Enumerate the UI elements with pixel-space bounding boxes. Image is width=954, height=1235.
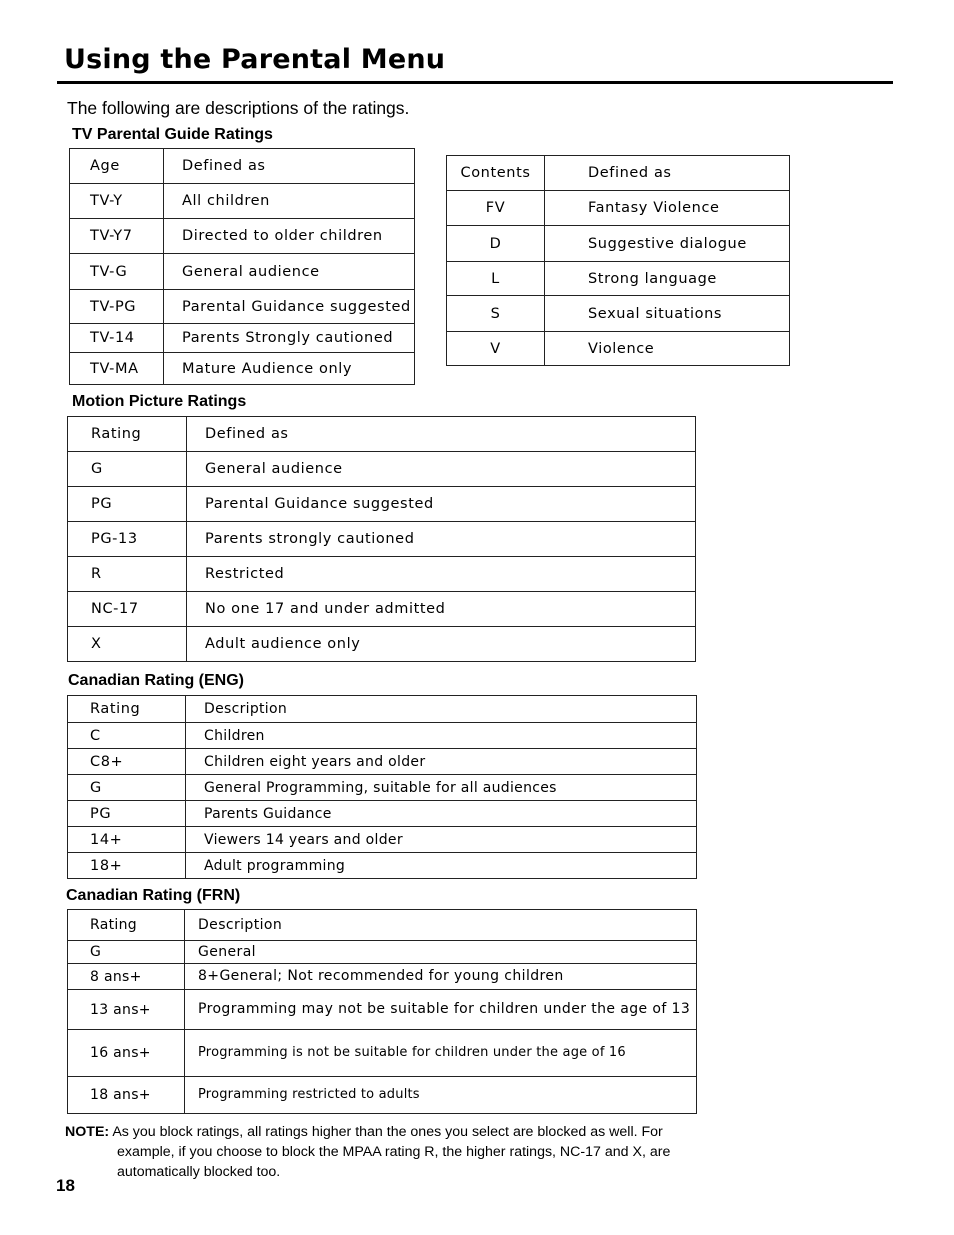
table-row: [447, 262, 790, 296]
description-cell: Children eight years and older: [186, 749, 697, 775]
rating-cell: PG: [68, 801, 186, 827]
description-cell: Children: [186, 723, 697, 749]
rating-cell: TV-Y7: [70, 219, 164, 254]
definition-cell: Sexual situations: [545, 296, 790, 332]
page-title: Using the Parental Menu: [64, 44, 446, 75]
definition-cell: No one 17 and under admitted: [187, 592, 696, 627]
description-cell: General Programming, suitable for all audiences: [186, 775, 697, 801]
rating-cell: 18+: [68, 853, 186, 879]
tv-parental-table: [69, 148, 415, 385]
table-row: [68, 1030, 697, 1077]
header-cell: Defined as: [164, 149, 415, 184]
definition-cell: General audience: [187, 452, 696, 487]
rating-cell: TV-MA: [70, 353, 164, 385]
code-cell: L: [447, 262, 545, 296]
rating-cell: X: [68, 627, 187, 662]
note-label: NOTE:: [65, 1124, 110, 1140]
description-cell: Programming restricted to adults: [185, 1077, 697, 1114]
rating-cell: TV-14: [70, 324, 164, 353]
definition-cell: All children: [164, 184, 415, 219]
description-cell: 8+General; Not recommended for young children: [185, 964, 697, 990]
code-cell: D: [447, 226, 545, 262]
definition-cell: Adult audience only: [187, 627, 696, 662]
description-cell: Adult programming: [186, 853, 697, 879]
header-cell: Contents: [447, 156, 545, 191]
rating-cell: R: [68, 557, 187, 592]
table-row: [68, 487, 696, 522]
rating-cell: NC-17: [68, 592, 187, 627]
rating-cell: TV-Y: [70, 184, 164, 219]
definition-cell: General audience: [164, 254, 415, 290]
table-row: [68, 964, 697, 990]
table-header-row: [68, 910, 697, 941]
table-row: [68, 1077, 697, 1114]
description-cell: Parents Guidance: [186, 801, 697, 827]
table-row: [68, 990, 697, 1030]
description-cell: General: [185, 941, 697, 964]
table-row: [68, 723, 697, 749]
rating-cell: PG-13: [68, 522, 187, 557]
table-row: [68, 627, 696, 662]
table-row: [68, 853, 697, 879]
header-cell: Defined as: [545, 156, 790, 191]
rating-cell: G: [68, 452, 187, 487]
definition-cell: Mature Audience only: [164, 353, 415, 385]
note-line-1: As you block ratings, all ratings higher than the ones you select are blocked as well. For: [112, 1124, 663, 1140]
table-header-row: [447, 156, 790, 191]
canadian-eng-heading: Canadian Rating (ENG): [68, 672, 245, 689]
code-cell: FV: [447, 191, 545, 226]
rating-cell: 16 ans+: [68, 1030, 185, 1077]
rating-cell: 18 ans+: [68, 1077, 185, 1114]
header-cell: Rating: [68, 417, 187, 452]
table-row: [68, 749, 697, 775]
motion-picture-heading: Motion Picture Ratings: [72, 393, 247, 410]
note-line-2: example, if you choose to block the MPAA rating R, the higher ratings, NC-17 and X, are: [117, 1144, 671, 1160]
rating-cell: G: [68, 775, 186, 801]
table-row: [70, 324, 415, 353]
header-cell: Description: [186, 696, 697, 723]
table-row: [68, 775, 697, 801]
table-row: [447, 191, 790, 226]
canadian-frn-heading: Canadian Rating (FRN): [66, 887, 241, 904]
header-cell: Rating: [68, 910, 185, 941]
rating-cell: TV-G: [70, 254, 164, 290]
table-row: [68, 592, 696, 627]
definition-cell: Suggestive dialogue: [545, 226, 790, 262]
description-cell: Programming may not be suitable for children under the age of 13: [185, 990, 697, 1030]
table-row: [68, 827, 697, 853]
code-cell: S: [447, 296, 545, 332]
header-cell: Defined as: [187, 417, 696, 452]
contents-table: [446, 155, 790, 366]
definition-cell: Directed to older children: [164, 219, 415, 254]
title-divider: [57, 81, 893, 84]
header-cell: Description: [185, 910, 697, 941]
table-row: [68, 557, 696, 592]
table-header-row: [68, 696, 697, 723]
note-paragraph: [65, 1122, 745, 1182]
table-row: [70, 254, 415, 290]
header-cell: Age: [70, 149, 164, 184]
table-row: [70, 353, 415, 385]
code-cell: V: [447, 332, 545, 366]
rating-cell: C: [68, 723, 186, 749]
table-row: [68, 801, 697, 827]
canadian-frn-table: [67, 909, 697, 1114]
rating-cell: TV-PG: [70, 290, 164, 324]
definition-cell: Fantasy Violence: [545, 191, 790, 226]
definition-cell: Violence: [545, 332, 790, 366]
definition-cell: Parents Strongly cautioned: [164, 324, 415, 353]
table-row: [68, 522, 696, 557]
definition-cell: Strong language: [545, 262, 790, 296]
intro-text: The following are descriptions of the ratings.: [67, 98, 410, 118]
page-number: 18: [56, 1176, 75, 1195]
table-row: [447, 332, 790, 366]
canadian-eng-table: [67, 695, 697, 879]
rating-cell: PG: [68, 487, 187, 522]
header-cell: Rating: [68, 696, 186, 723]
rating-cell: G: [68, 941, 185, 964]
definition-cell: Parental Guidance suggested: [187, 487, 696, 522]
tv-parental-heading: TV Parental Guide Ratings: [72, 126, 273, 143]
rating-cell: 13 ans+: [68, 990, 185, 1030]
table-row: [447, 296, 790, 332]
table-row: [68, 941, 697, 964]
rating-cell: 8 ans+: [68, 964, 185, 990]
rating-cell: C8+: [68, 749, 186, 775]
table-row: [70, 290, 415, 324]
motion-picture-table: [67, 416, 696, 662]
note-line-3: automatically blocked too.: [117, 1164, 281, 1180]
description-cell: Viewers 14 years and older: [186, 827, 697, 853]
table-row: [447, 226, 790, 262]
table-row: [70, 219, 415, 254]
table-header-row: [68, 417, 696, 452]
definition-cell: Parents strongly cautioned: [187, 522, 696, 557]
definition-cell: Parental Guidance suggested: [164, 290, 415, 324]
table-row: [70, 184, 415, 219]
table-row: [68, 452, 696, 487]
description-cell: Programming is not be suitable for children under the age of 16: [185, 1030, 697, 1077]
table-header-row: [70, 149, 415, 184]
definition-cell: Restricted: [187, 557, 696, 592]
rating-cell: 14+: [68, 827, 186, 853]
